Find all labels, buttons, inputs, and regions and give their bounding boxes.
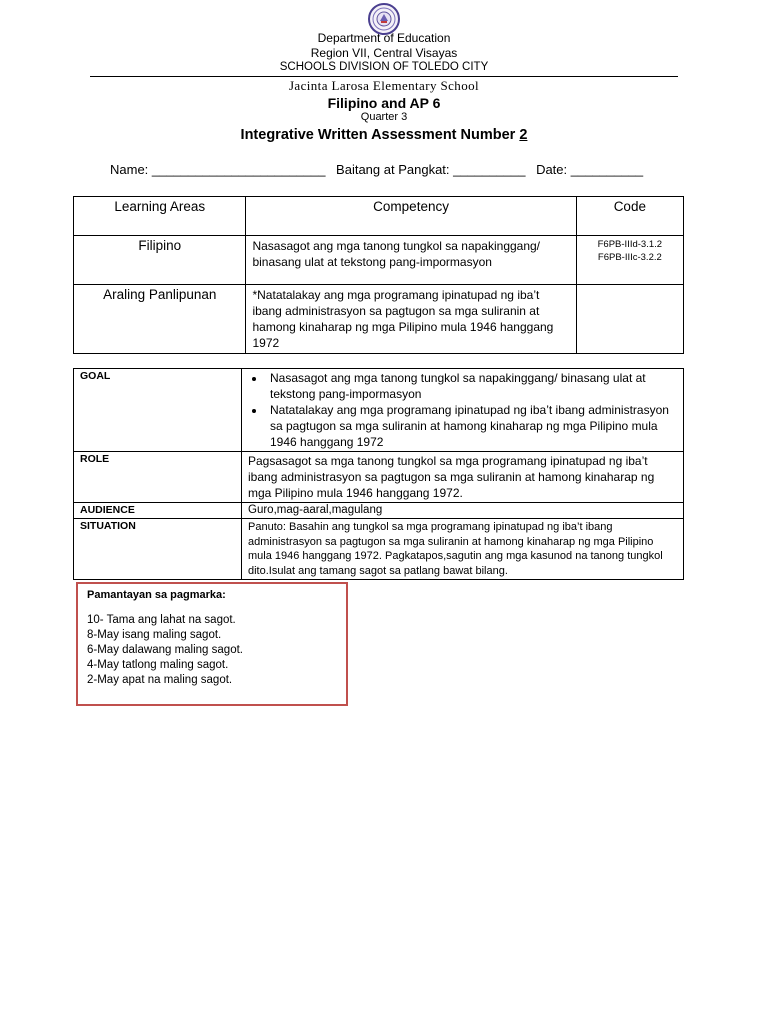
name-field[interactable]: Name: ________________________ xyxy=(110,162,326,177)
rubric-item: 6-May dalawang maling sagot. xyxy=(87,644,243,656)
situation-row xyxy=(74,519,684,580)
code-header: Code xyxy=(576,197,683,236)
role-cell: Pagsasagot sa mga tanong tungkol sa mga programang ipinatupad ng iba’t ibang administrasyon sa pagtugon sa mga suliranin at hamong kinaharap ng mga Pilipino mula 1946 hanggang 1972. xyxy=(242,452,684,503)
audience-label: AUDIENCE xyxy=(74,503,242,519)
goal-row xyxy=(74,369,684,452)
code-value: F6PB-IIId-3.1.2 xyxy=(597,239,663,250)
competency-header-row xyxy=(74,197,684,236)
header-divider xyxy=(90,76,678,77)
goal-label: GOAL xyxy=(74,369,242,452)
grasps-table xyxy=(73,368,684,580)
code-cell xyxy=(576,285,683,354)
region-name: Region VII, Central Visayas xyxy=(310,46,458,60)
goal-list xyxy=(248,370,677,450)
date-field[interactable]: Date: __________ xyxy=(536,162,644,177)
assessment-title xyxy=(0,127,768,143)
quarter-label: Quarter 3 xyxy=(360,111,408,123)
goal-item: • Natatalakay ang mga programang ipinatupad ng iba’t ibang administrasyon sa pagtugon sa mga suliranin at hamong kinaharap ng mga Pilipino mula 1946 hanggang 1972 xyxy=(266,402,677,450)
student-info-row xyxy=(110,162,650,177)
table-row xyxy=(74,236,684,285)
learning-areas-header: Learning Areas xyxy=(74,197,246,236)
competency-cell: Nasasagot ang mga tanong tungkol sa napakinggang/ binasang ulat at tekstong pang-impormasyon xyxy=(246,236,576,285)
rubric-item: 8-May isang maling sagot. xyxy=(87,629,222,641)
situation-cell: Panuto: Basahin ang tungkol sa mga programang ipinatupad ng iba’t ibang administrasyon sa pagtugon sa mga suliranin at hamong kinaharap ng mga Pilipino mula 1946 hanggang 1972. Pagkatapos,sagutin ang mga kasunod na tanong tungkol dito.Isulat ang tamang sagot sa patlang bawat bilang. xyxy=(242,519,684,580)
school-name: Jacinta Larosa Elementary School xyxy=(288,78,480,93)
assessment-number: 2 xyxy=(519,127,528,143)
grade-section-field[interactable]: Baitang at Pangkat: __________ xyxy=(336,162,526,177)
competency-cell: *Natatalakay ang mga programang ipinatupad ng iba’t ibang administrasyon sa pagtugon sa mga suliranin at hamong kinaharap ng mga Pilipino mula 1946 hanggang 1972 xyxy=(246,285,576,354)
code-cell xyxy=(576,236,683,285)
table-row xyxy=(74,285,684,354)
rubric-item: 10- Tama ang lahat na sagot. xyxy=(87,614,236,626)
department-name: Department of Education xyxy=(317,31,451,45)
competency-header: Competency xyxy=(246,197,576,236)
learning-area-cell: Filipino xyxy=(74,236,246,285)
role-label: ROLE xyxy=(74,452,242,503)
goal-item: • Nasasagot ang mga tanong tungkol sa napakinggang/ binasang ulat at tekstong pang-impormasyon xyxy=(266,370,677,402)
audience-row xyxy=(74,503,684,519)
rubric-item: 2-May apat na maling sagot. xyxy=(87,674,233,686)
situation-label: SITUATION xyxy=(74,519,242,580)
role-row xyxy=(74,452,684,503)
learning-area-cell: Araling Panlipunan xyxy=(74,285,246,354)
subject-title: Filipino and AP 6 xyxy=(327,95,441,111)
rubric-title: Pamantayan sa pagmarka: xyxy=(87,589,226,601)
competency-table xyxy=(73,196,684,354)
goal-cell xyxy=(242,369,684,452)
audience-cell: Guro,mag-aaral,magulang xyxy=(242,503,684,519)
assessment-title-text: Integrative Written Assessment Number xyxy=(240,127,520,143)
division-name: SCHOOLS DIVISION OF TOLEDO CITY xyxy=(279,61,489,73)
rubric-box xyxy=(76,582,348,706)
rubric-item: 4-May tatlong maling sagot. xyxy=(87,659,229,671)
code-value: F6PB-IIIc-3.2.2 xyxy=(597,252,662,263)
